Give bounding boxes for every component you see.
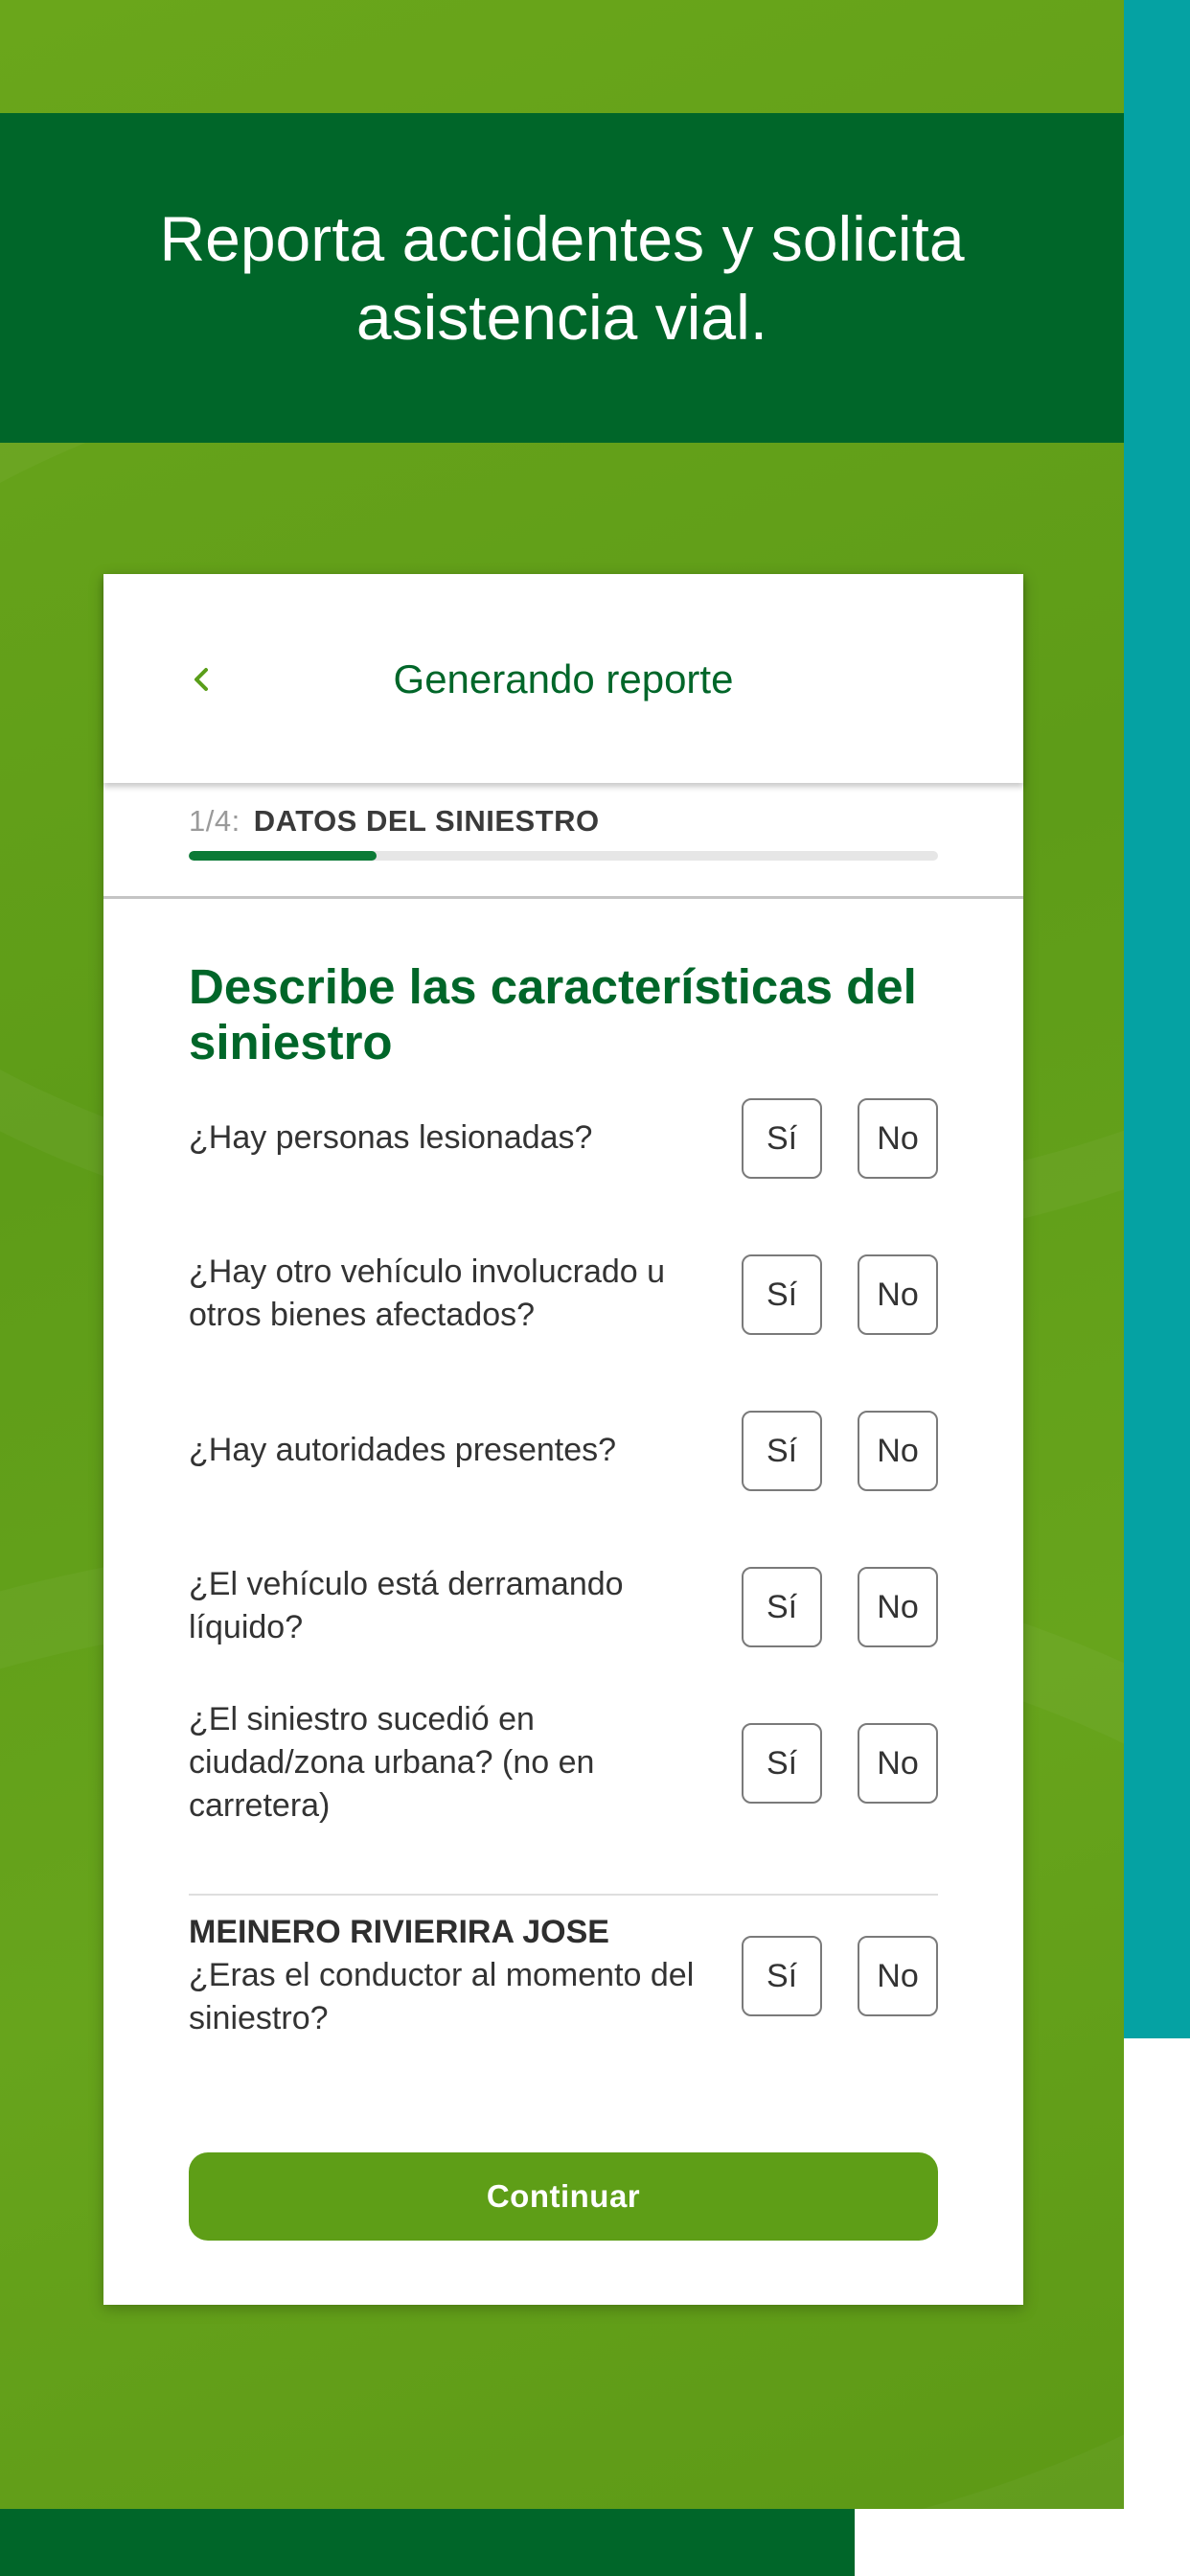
no-button[interactable]: No	[858, 1723, 938, 1804]
yes-button[interactable]: Sí	[742, 1723, 822, 1804]
driver-question-label: ¿Eras el conductor al momento del siniestro?	[189, 1956, 695, 2036]
background-bottom-bar	[0, 2509, 855, 2576]
progress-bar-fill	[189, 851, 377, 861]
background-teal-strip	[1124, 0, 1190, 2038]
step-indicator	[103, 783, 1023, 899]
step-name: DATOS DEL SINIESTRO	[253, 804, 600, 838]
yes-button[interactable]: Sí	[742, 1411, 822, 1491]
question-text: ¿El siniestro sucedió en ciudad/zona urbana? (no en carretera)	[189, 1700, 595, 1824]
question-row	[189, 1553, 938, 1659]
question-row	[189, 1407, 938, 1493]
driver-name: MEINERO RIVIERIRA JOSE	[189, 1913, 609, 1950]
yes-button[interactable]: Sí	[742, 1567, 822, 1647]
progress-bar	[189, 851, 938, 861]
driver-no-button[interactable]: No	[858, 1936, 938, 2016]
driver-question-text	[189, 1913, 706, 2036]
section-title: Describe las características del siniestro	[189, 959, 917, 1070]
question-row	[189, 1094, 938, 1181]
promo-banner	[0, 113, 1124, 443]
question-text: ¿Hay personas lesionadas?	[189, 1118, 593, 1156]
yes-button[interactable]: Sí	[742, 1254, 822, 1335]
step-number: 1/4:	[189, 804, 240, 838]
yes-button[interactable]: Sí	[742, 1098, 822, 1179]
step-label	[189, 802, 600, 840]
no-button[interactable]: No	[858, 1254, 938, 1335]
app-header	[103, 574, 1023, 783]
question-row	[189, 1241, 938, 1346]
continue-button[interactable]: Continuar	[189, 2152, 938, 2241]
divider	[189, 1894, 938, 1896]
no-button[interactable]: No	[858, 1098, 938, 1179]
phone-screen-card	[103, 574, 1023, 2305]
question-text: ¿Hay otro vehículo involucrado u otros bienes afectados?	[189, 1254, 666, 1333]
no-button[interactable]: No	[858, 1411, 938, 1491]
question-text: ¿Hay autoridades presentes?	[189, 1431, 617, 1468]
header-title: Generando reporte	[393, 656, 734, 702]
driver-yes-button[interactable]: Sí	[742, 1936, 822, 2016]
no-button[interactable]: No	[858, 1567, 938, 1647]
question-text: ¿El vehículo está derramando líquido?	[189, 1566, 624, 1645]
banner-title: Reporta accidentes y solicita asistencia vial.	[159, 203, 965, 353]
driver-question-row	[189, 1913, 938, 2036]
question-row	[189, 1690, 938, 1834]
